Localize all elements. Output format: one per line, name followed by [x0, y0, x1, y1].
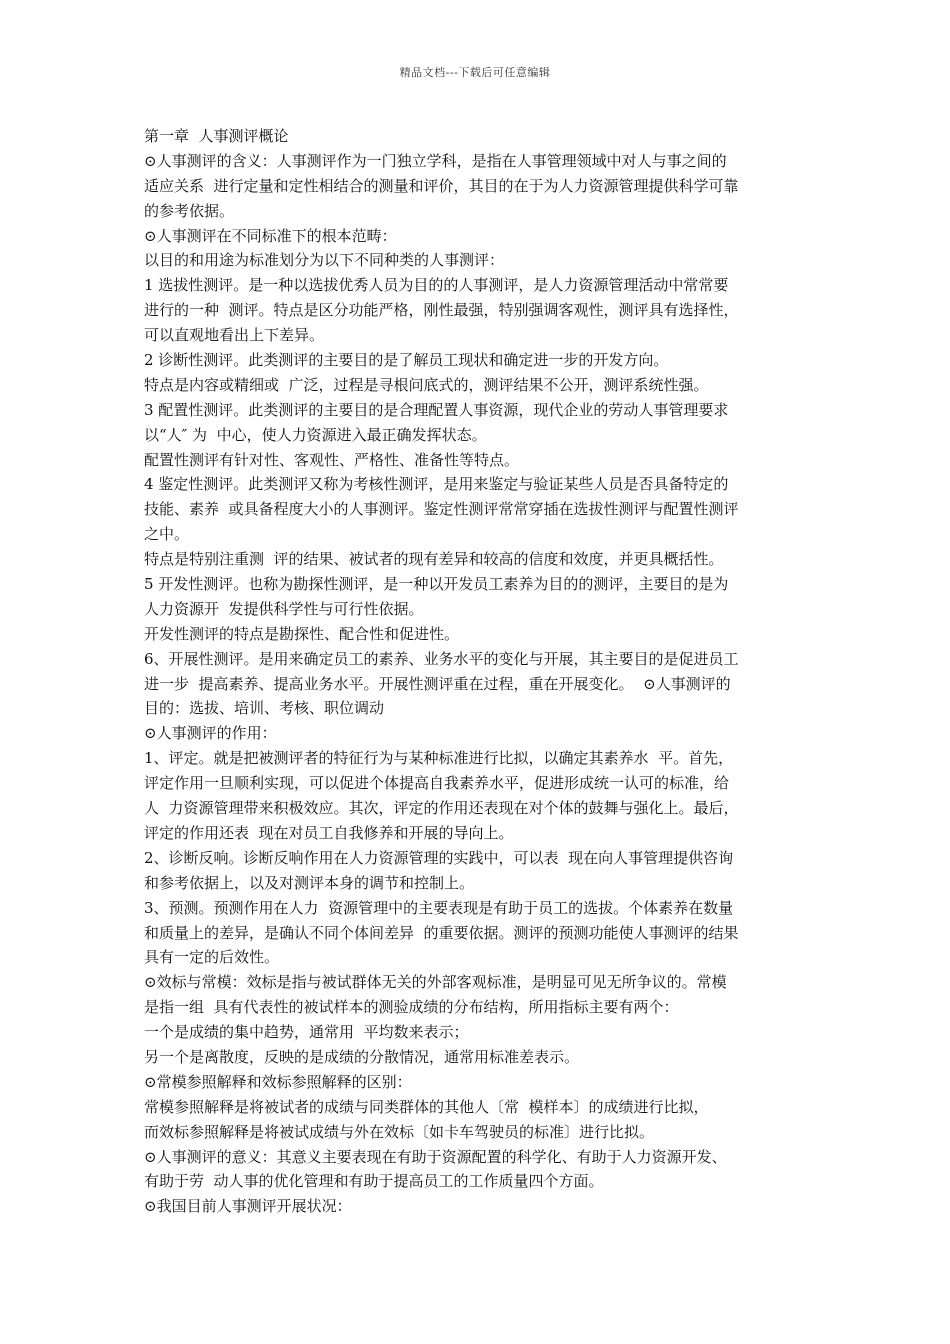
text-line: 以“人″ 为 中心，使人力资源进入最正确发挥状态。 [144, 425, 487, 444]
text-line: ⊙人事测评的作用： [144, 724, 277, 743]
text-line: 人 力资源管理带来积极效应。其次，评定的作用还表现在对个体的鼓舞与强化上。最后， [144, 799, 739, 818]
text-line: 是指一组 具有代表性的被试样本的测验成绩的分布结构，所用指标主要有两个： [144, 998, 679, 1017]
text-line: ⊙人事测评的含义：人事测评作为一门独立学科，是指在人事管理领域中对人与事之间的 [144, 151, 727, 170]
text-line: 进行的一种 测评。特点是区分功能严格，刚性最强，特别强调客观性，测评具有选择性， [144, 301, 739, 320]
text-line: 另一个是离散度，反映的是成绩的分散情况，通常用标准差表示。 [144, 1047, 580, 1066]
text-line: 适应关系 进行定量和定性相结合的测量和评价，其目的在于为人力资源管理提供科学可靠 [144, 176, 739, 195]
text-line: 人力资源开 发提供科学性与可行性依据。 [144, 599, 424, 618]
text-line: 技能、素养 或具备程度大小的人事测评。鉴定性测评常常穿插在选拔性测评与配置性测评 [144, 500, 739, 519]
text-line: ⊙我国目前人事测评开展状况： [144, 1197, 352, 1216]
text-line: 的参考依据。 [144, 201, 235, 220]
text-line: ⊙常模参照解释和效标参照解释的区别： [144, 1072, 412, 1091]
text-line: 具有一定的后效性。 [144, 948, 280, 967]
text-line: 1、评定。就是把被测评者的特征行为与某种标准进行比拟，以确定其素养水 平。首先， [144, 749, 734, 768]
text-line: 评定的作用还表 现在对员工自我修养和开展的导向上。 [144, 823, 514, 842]
text-line: 目的：选拔、培训、考核、职位调动 [144, 699, 385, 718]
text-line: 有助于劳 动人事的优化管理和有助于提高员工的工作质量四个方面。 [144, 1172, 604, 1191]
document-body [144, 124, 810, 1219]
text-line: 可以直观地看出上下差异。 [144, 326, 325, 345]
text-line: 和质量上的差异，是确认不同个体间差异 的重要依据。测评的预测功能使人事测评的结果 [144, 923, 739, 942]
page-header: 精品文档---下载后可任意编辑 [399, 66, 551, 79]
text-line: 特点是特别注重测 评的结果、被试者的现有差异和较高的信度和效度，并更具概括性。 [144, 550, 724, 569]
text-line: 常模参照解释是将被试者的成绩与同类群体的其他人〔常 模样本〕的成绩进行比拟， [144, 1097, 709, 1116]
text-line: 第一章 人事测评概论 [144, 127, 289, 145]
text-line: 3 配置性测评。此类测评的主要目的是合理配置人事资源，现代企业的劳动人事管理要求 [144, 400, 729, 419]
text-line: 1 选拔性测评。是一种以选拔优秀人员为目的的人事测评，是人力资源管理活动中常常要 [144, 276, 729, 295]
text-line: 评定作用一旦顺利实现，可以促进个体提高自我素养水平，促进形成统一认可的标准，给 [144, 774, 730, 793]
text-line: 而效标参照解释是将被试成绩与外在效标〔如卡车驾驶员的标准〕进行比拟。 [144, 1122, 655, 1141]
text-line: ⊙人事测评的意义：其意义主要表现在有助于资源配置的科学化、有助于人力资源开发、 [144, 1147, 727, 1166]
text-line: ⊙人事测评在不同标准下的根本范畴： [144, 226, 397, 245]
text-line: ⊙效标与常模：效标是指与被试群体无关的外部客观标准，是明显可见无所争议的。常模 [144, 973, 727, 992]
text-line: 开发性测评的特点是勘探性、配合性和促进性。 [144, 624, 460, 643]
text-line: 2 诊断性测评。此类测评的主要目的是了解员工现状和确定进一步的开发方向。 [144, 351, 669, 370]
text-line: 特点是内容或精细或 广泛，过程是寻根问底式的，测评结果不公开，测评系统性强。 [144, 375, 709, 394]
text-line: 之中。 [144, 525, 190, 544]
text-line: 2、诊断反响。诊断反响作用在人力资源管理的实践中，可以表 现在向人事管理提供咨询 [144, 848, 734, 867]
text-line: 一个是成绩的集中趋势，通常用 平均数来表示； [144, 1023, 469, 1042]
text-line: 5 开发性测评。也称为勘探性测评，是一种以开发员工素养为目的的测评，主要目的是为 [144, 575, 729, 594]
text-line: 3、预测。预测作用在人力 资源管理中的主要表现是有助于员工的选拔。个体素养在数量 [144, 898, 734, 917]
text-line: 以目的和用途为标准划分为以下不同种类的人事测评： [144, 251, 505, 270]
text-line: 进一步 提高素养、提高业务水平。开展性测评重在过程，重在开展变化。 ⊙人事测评的 [144, 674, 731, 693]
text-line: 4 鉴定性测评。此类测评又称为考核性测评，是用来鉴定与验证某些人员是否具备特定的 [144, 475, 729, 494]
text-line: 和参考依据上，以及对测评本身的调节和控制上。 [144, 873, 475, 892]
text-line: 6、开展性测评。是用来确定员工的素养、业务水平的变化与开展，其主要目的是促进员工 [144, 649, 739, 668]
text-line: 配置性测评有针对性、客观性、严格性、准备性等特点。 [144, 450, 520, 469]
